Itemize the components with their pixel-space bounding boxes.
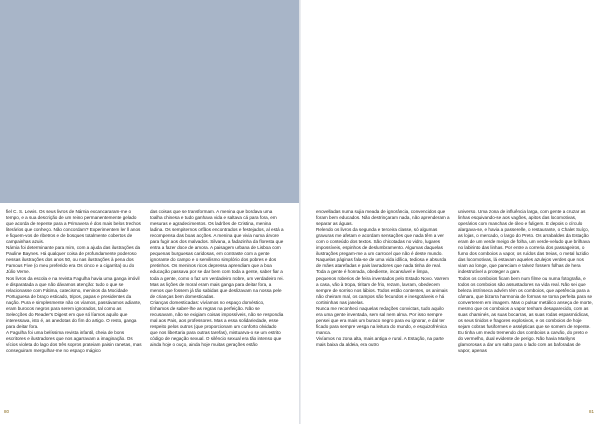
- paragraph: Nunca me reconheci naquelas redações convictas, tudo aquilo era uma gente inventada, sem sal nem alma. Por isso sempre pensei que era mais um buraco negro para eu ignorar, e dal ter ficado para sempre vesga na leitura do mundo, e esquizofrénica manca.: [316, 305, 447, 335]
- paragraph: enovelladas numa sujia meada de ignorância, convencidos que foram bem educados. Não destrinçaram nada, não aprenderam a separar as águas.: [316, 209, 450, 227]
- paragraph: Vivíamos no zona alta, mais antiga e rural. A Estação, na parte mais baixa da aldeia, era outro: [316, 335, 444, 348]
- header-color-band: [0, 0, 300, 203]
- paragraph: Relendo os livros da segunda e terceira classe, só algumas gravuras me afetam e acordam sensações que nada têm a ver com o conteúdo dos textos. São chicotadas no vidro, lugares impossíveis, espinhos de deslumbramento. Algumas daquelas ilustrações pregam-me a um carrocel que não é deste mundo. Naquelas páginas fala-se de uma vida idílica, tediosa e absurda de mães atarefadas e pais lavradores que nada tinha de real. Toda a gente é honrada, obediente, incansável e limpa, pequenos roberios de feira inventados pelo Estado Novo. Varrem a casa, vão à tropa, tiritam de frio, rezam, lavram, obedecem sempre de sorriso nos lábios. Todos estão contentes, os animais não cheiram mal, os campos são fecundos e inesgotáveis e há cortininhas nas janelas.: [316, 227, 449, 305]
- page-number-right: 81: [589, 409, 595, 414]
- paragraph: fiel C. S. Lewis. Os seus livros de Nárnia excancararam-me o tempo, e a sua descrição de um reino permanentemente gelado que acorda de repente para a Primavera é dos mais belos trechos literários que conheço. Não concordam? Experimentem ler ll anos e fiquem-vos de ribetros e de bosques totalmente cobertos de campainhas azuis.: [6, 209, 141, 245]
- text-column-3: [316, 209, 450, 409]
- paragraph: Mas as lições de moral eram mais ganga para deitar fora, a menos que fossem já tão sabidas que deslizavam na nossa pele de crianças bem domesticadas.: [150, 281, 282, 299]
- text-column-4: [458, 209, 594, 409]
- paragraph: Nárnia foi determinante para mim, com a ajuda das ilustrações da Pauline Baynes. Há qualquer coisa de profundamente poderoso nessas ilustrações dos anos 50, ou nas ilustrações à pena dos Famous Five (o meu preferido era Os cinco e a cigarrita) ou do Júlio Verne.: [6, 245, 141, 275]
- paragraph: Eu tinha um medo tremendo dos comboios a carvão, do preto e do vermelho, dual evidente de perigo. Não havia Marilyns glamorosas a dar um salto para o lado com as baforadas de vapor, apenas: [458, 329, 588, 354]
- page-number-left: 80: [4, 409, 10, 414]
- paragraph: A Fagulha foi uma belíssima revista infantil, cheia de bons escritores e ilustradores que nos agarravam a imaginação. Os vícios violeta do lago dos três sopros prateiam paisin ranetas, mas conseguiram mergulhar-me no espaço mágico: [6, 329, 142, 354]
- paragraph: universo. Uma zona de influência larga, com gente a cruzar as linhas esquivando-se aos vagões, apitos das locomotivas, operários com manchas de óleo e fuligem. E depois o círculo alargava-se, e havia a passerelle, o restaurante, o Chalet Suíço, as lojas, o mercado, o largo do Preto. Os arrabaldes da Estação eram de um verde meigo de folha, um verde-veludo que brilhava no labirinto das linhas. Por entre a correria dos passageiros, o fumo dos comboios a vapor, os ruídos das treias, o metal luzidio das locomotivas, lá estavam aqueles azulejos verdes que nos viam ao longe, que pareciam e talvez fossem folhas de hera indestrutível a proteger a gare.: [458, 209, 590, 275]
- paragraph: Crianças domesticadas: vivíamos no espaço doméstico, tínhamos de saber-lhe as regras na perfeição. Não se recusavam, não se exigiam coisas impossíveis, não se respondia mal aos Pais, aos professores. Mas a essa solidariedade, esse respeito pelos outros (que proporcionam um conforto olvidado que nos libertaria para outras tarefas), mistuarva-o se um estrito código de negação sexual. O silêncio sexual era tão intenso que ainda hoje o ouço, ainda hoje muitas gerações estão: [150, 299, 284, 348]
- text-column-2: [150, 209, 284, 409]
- text-column-1: [6, 209, 142, 409]
- paragraph: Todos os comboios ficam bem num filme ou numa fotografia, e todos os comboios são assustadores na vida real. Não sei que beleza intrínseca advém tém os comboios, que apetência para a câmara, que bizarra harmonia de formas se torna perfeita para se converterem em imagem. Mas o pulsar metálico anseça de morte, mesmo que os comboios a vapor tenham desaparecido, com as suas chaminés, as suas bocarras, as suas rodas espasmódicas, os seus tinidos e fragores explosivos, e os comboios de hoje sejam cobras fusiformes e assépticas que se somem de repente.: [458, 275, 593, 329]
- paragraph: das coisas que se transformam. A menina que bordava uma toalha chinesa e tudo ganhava vida e saltava cá para fora, em mesuras e agradecimentos. Os ladrões de Cristina, menina ladina. Os sempiternos orfãos encontrados e festejados, al está a recompensa das boas acções. A menina que vivia numa árvore para fugir aos dos malvados. Silvana, a fadazinha da floresta que entra a fazer doce de amora. A paisagem urbana de Lisboa com pequenas burguesas caridosas, em contraste com a gente ignorante do campo e o servilismo simplório dos pobres e dos pretinhos. Os meninos ricos depressa aprendiam que a boa educação passava por se dar bem com toda a gente, saber fiar a toda a gente, como o faz um verdadeiro nobre, um verdadeiro rei.: [150, 209, 284, 281]
- paragraph: Nos livros da escola e na revista Fagulha havia uma ganga imóvil e disparatada a que não dávamos atenção: tudo o que se relacionasse com Fátima, catecismo, meninos da Mocidade Portuguesa de braço esticado, tripos, papas e presidentes da nação. Pura e simplesmente não os víamos, passávamos adiante, eram burocos negros para serem ignorados, tal como as Selecções do Reader's Digest em que só líamos aquilo que interessava, isto é, as anedotas do fim do artigo. O resto, ganga para deitar fora.: [6, 275, 142, 329]
